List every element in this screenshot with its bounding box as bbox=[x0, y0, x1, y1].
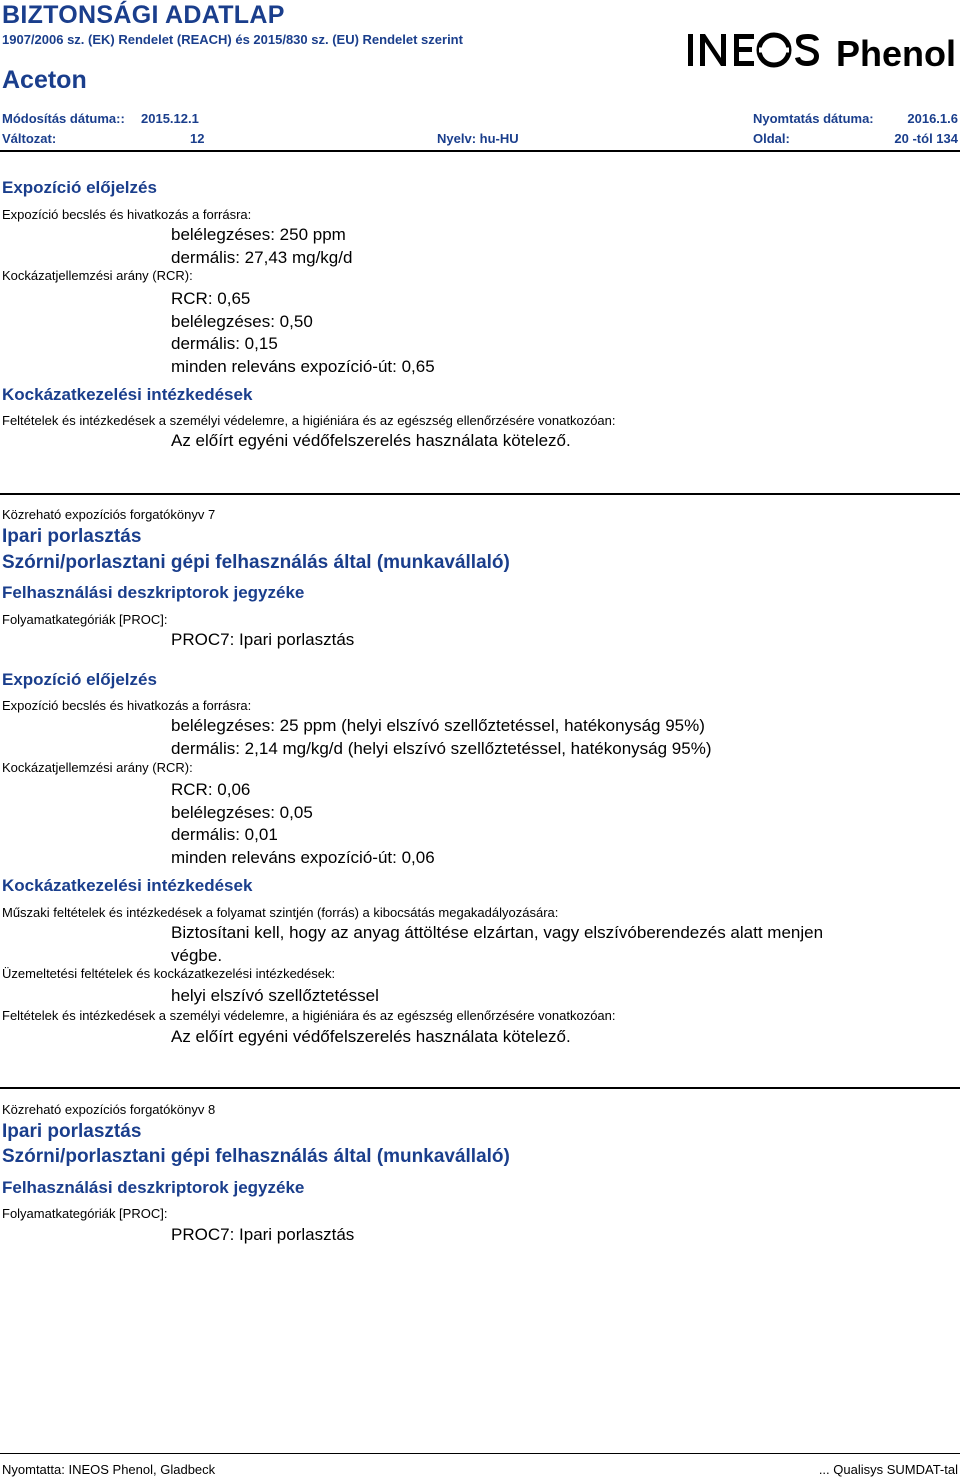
rcr-value: RCR: 0,06 bbox=[171, 780, 251, 799]
operational-conditions-value: helyi elszívó szellőztetéssel bbox=[171, 986, 379, 1005]
ppe-conditions-value: Az előírt egyéni védőfelszerelés használata kötelező. bbox=[171, 1027, 571, 1046]
exposure-source-label: Expozíció becslés és hivatkozás a forrásra: bbox=[2, 698, 252, 713]
rcr-value: belélegzéses: 0,05 bbox=[171, 803, 313, 822]
ppe-conditions-label: Feltételek és intézkedések a személyi védelemre, a higiéniára és az egészség ellenőrzésére vonatkozóan: bbox=[2, 1008, 616, 1023]
descriptors-heading: Felhasználási deszkriptorok jegyzéke bbox=[2, 1178, 305, 1197]
scenario-number: Közreható expozíciós forgatókönyv 8 bbox=[2, 1102, 216, 1117]
svg-text:Phenol: Phenol bbox=[836, 33, 957, 72]
exposure-value: belélegzéses: 25 ppm (helyi elszívó szellőztetéssel, hatékonyság 95%) bbox=[171, 716, 705, 735]
ineos-phenol-logo bbox=[688, 28, 958, 72]
exposure-source-label: Expozíció becslés és hivatkozás a forrásra: bbox=[2, 207, 252, 222]
modified-date-value: 2015.12.1 bbox=[141, 111, 199, 126]
ppe-conditions-value: Az előírt egyéni védőfelszerelés használata kötelező. bbox=[171, 431, 571, 450]
product-name: Aceton bbox=[2, 66, 87, 94]
technical-conditions-value: végbe. bbox=[171, 946, 223, 965]
document-title: BIZTONSÁGI ADATLAP bbox=[2, 1, 285, 29]
scenario-title: Ipari porlasztás bbox=[2, 1121, 142, 1142]
rcr-value: minden releváns expozíció-út: 0,65 bbox=[171, 357, 435, 376]
rcr-label: Kockázatjellemzési arány (RCR): bbox=[2, 268, 193, 283]
risk-management-heading: Kockázatkezelési intézkedések bbox=[2, 876, 253, 895]
modified-date-label: Módosítás dátuma:: bbox=[2, 111, 125, 126]
footer-generator: ... Qualisys SUMDAT-tal bbox=[818, 1462, 958, 1477]
operational-conditions-label: Üzemeltetési feltételek és kockázatkezelési intézkedések: bbox=[2, 966, 336, 981]
ppe-conditions-label: Feltételek és intézkedések a személyi védelemre, a higiéniára és az egészség ellenőrzésére vonatkozóan: bbox=[2, 413, 616, 428]
exposure-value: belélegzéses: 250 ppm bbox=[171, 225, 346, 244]
rcr-value: dermális: 0,01 bbox=[171, 825, 278, 844]
print-date-label: Nyomtatás dátuma: bbox=[753, 111, 874, 126]
version-label: Változat: bbox=[2, 131, 57, 146]
exposure-heading: Expozíció előjelzés bbox=[2, 178, 157, 197]
page-label: Oldal: bbox=[753, 131, 790, 146]
rcr-label: Kockázatjellemzési arány (RCR): bbox=[2, 760, 193, 775]
footer-printed-by: Nyomtatta: INEOS Phenol, Gladbeck bbox=[2, 1462, 216, 1477]
print-date-value: 2016.1.6 bbox=[907, 111, 958, 126]
technical-conditions-label: Műszaki feltételek és intézkedések a folyamat szintjén (forrás) a kibocsátás megakadályozására: bbox=[2, 905, 559, 920]
exposure-value: dermális: 2,14 mg/kg/d (helyi elszívó szellőztetéssel, hatékonyság 95%) bbox=[171, 739, 712, 758]
rcr-value: belélegzéses: 0,50 bbox=[171, 312, 313, 331]
regulation-subtitle: 1907/2006 sz. (EK) Rendelet (REACH) és 2015/830 sz. (EU) Rendelet szerint bbox=[2, 32, 463, 47]
header-divider bbox=[0, 150, 960, 152]
scenario-number: Közreható expozíciós forgatókönyv 7 bbox=[2, 507, 216, 522]
technical-conditions-value: Biztosítani kell, hogy az anyag áttöltése elzártan, vagy elszívóberendezés alatt menjen bbox=[171, 923, 824, 942]
rcr-value: dermális: 0,15 bbox=[171, 334, 278, 353]
rcr-value: RCR: 0,65 bbox=[171, 289, 251, 308]
language-label: Nyelv: hu-HU bbox=[437, 131, 519, 146]
proc-value: PROC7: Ipari porlasztás bbox=[171, 630, 355, 649]
proc-value: PROC7: Ipari porlasztás bbox=[171, 1225, 355, 1244]
proc-label: Folyamatkategóriák [PROC]: bbox=[2, 1206, 168, 1221]
page-number: 20 -tól 134 bbox=[894, 131, 958, 146]
rcr-value: minden releváns expozíció-út: 0,06 bbox=[171, 848, 435, 867]
proc-label: Folyamatkategóriák [PROC]: bbox=[2, 612, 168, 627]
footer-divider bbox=[0, 1453, 960, 1454]
section-divider bbox=[0, 493, 960, 495]
scenario-title: Ipari porlasztás bbox=[2, 526, 142, 547]
exposure-heading: Expozíció előjelzés bbox=[2, 670, 157, 689]
risk-management-heading: Kockázatkezelési intézkedések bbox=[2, 385, 253, 404]
exposure-value: dermális: 27,43 mg/kg/d bbox=[171, 248, 353, 267]
scenario-subtitle: Szórni/porlasztani gépi felhasználás által (munkavállaló) bbox=[2, 1146, 510, 1167]
scenario-subtitle: Szórni/porlasztani gépi felhasználás által (munkavállaló) bbox=[2, 552, 510, 573]
version-value: 12 bbox=[190, 131, 205, 146]
section-divider bbox=[0, 1087, 960, 1089]
descriptors-heading: Felhasználási deszkriptorok jegyzéke bbox=[2, 583, 305, 602]
